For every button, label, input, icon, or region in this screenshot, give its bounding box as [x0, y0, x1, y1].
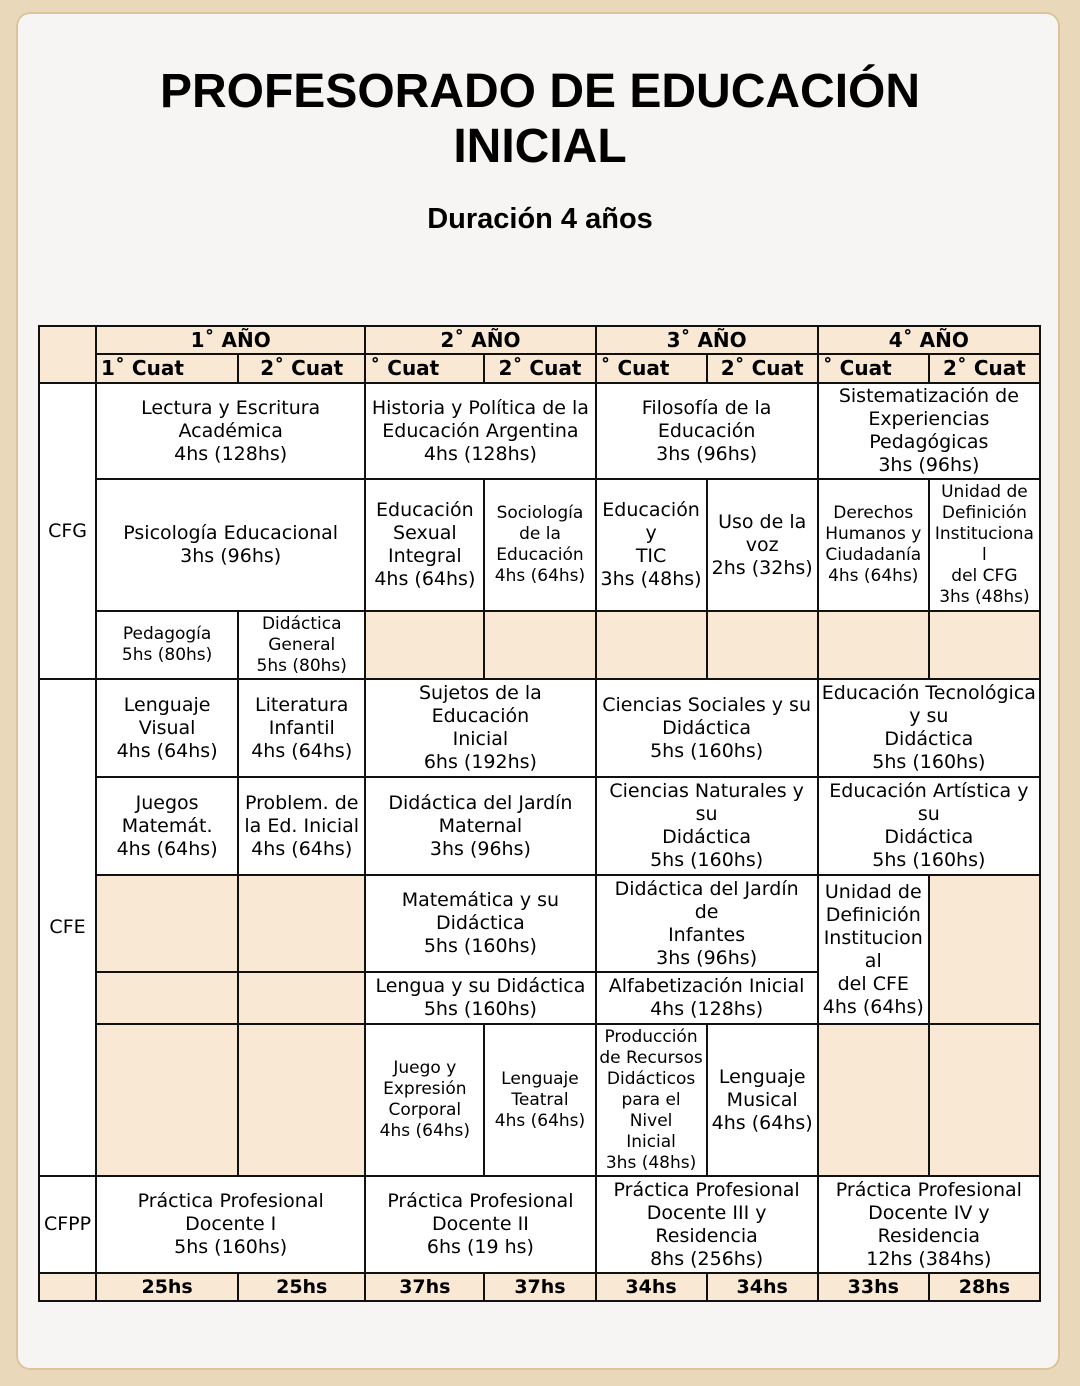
table-row — [39, 1176, 1040, 1273]
subject-cell: Literatura Infantil 4hs (64hs) — [238, 679, 365, 777]
year-header: 1˚ AÑO — [96, 326, 365, 354]
subject-cell: Educación Sexual Integral 4hs (64hs) — [365, 479, 484, 611]
subject-cell: Producción de Recursos Didácticos para el Nivel Inicial 3hs (48hs) — [596, 1024, 707, 1176]
subject-cell: Didáctica del Jardín Maternal 3hs (96hs) — [365, 777, 595, 875]
subject-cell: Unidad de Definición Instituciona l del CFG 3hs (48hs) — [929, 479, 1040, 611]
subject-cell: Uso de la voz 2hs (32hs) — [707, 479, 818, 611]
subject-cell: Didáctica General 5hs (80hs) — [238, 611, 365, 679]
table-row — [39, 777, 1040, 875]
total-hours: 37hs — [365, 1273, 484, 1301]
subject-cell: Sujetos de la Educación Inicial 6hs (192hs) — [365, 679, 595, 777]
total-hours: 33hs — [818, 1273, 929, 1301]
table-row — [39, 1024, 1040, 1176]
table-row — [39, 383, 1040, 479]
year-header: 2˚ AÑO — [365, 326, 595, 354]
total-hours: 37hs — [484, 1273, 595, 1301]
subject-cell: Ciencias Sociales y su Didáctica 5hs (160hs) — [596, 679, 818, 777]
subject-cell: Lectura y Escritura Académica 4hs (128hs) — [96, 383, 365, 479]
cuat-header: ˚ Cuat — [365, 354, 484, 383]
cuat-header: 1˚ Cuat — [96, 354, 238, 383]
table-row — [39, 679, 1040, 777]
empty-cell — [929, 875, 1040, 1024]
empty-cell — [484, 611, 595, 679]
cuat-header: ˚ Cuat — [596, 354, 707, 383]
cuat-header: 2˚ Cuat — [707, 354, 818, 383]
subject-cell: Juegos Matemát. 4hs (64hs) — [96, 777, 238, 875]
subject-cell: Práctica Profesional Docente IV y Residencia 12hs (384hs) — [818, 1176, 1040, 1273]
subject-cell: Lenguaje Teatral 4hs (64hs) — [484, 1024, 595, 1176]
empty-cell — [238, 875, 365, 972]
corner-cell — [39, 326, 96, 383]
empty-cell — [238, 972, 365, 1024]
subject-cell: Lengua y su Didáctica 5hs (160hs) — [365, 972, 595, 1024]
cuat-header: ˚ Cuat — [818, 354, 929, 383]
table-row — [39, 875, 1040, 972]
empty-cell — [929, 611, 1040, 679]
page-title: PROFESORADO DE EDUCACIÓN INICIAL — [159, 65, 921, 173]
subject-cell: Lenguaje Musical 4hs (64hs) — [707, 1024, 818, 1176]
empty-cell — [96, 875, 238, 972]
subject-cell: Derechos Humanos y Ciudadanía 4hs (64hs) — [818, 479, 929, 611]
subject-cell: Educación Artística y su Didáctica 5hs (160hs) — [818, 777, 1040, 875]
subject-cell: Educación y TIC 3hs (48hs) — [596, 479, 707, 611]
total-hours: 28hs — [929, 1273, 1040, 1301]
subject-cell: Alfabetización Inicial 4hs (128hs) — [596, 972, 818, 1024]
subject-cell: Filosofía de la Educación 3hs (96hs) — [596, 383, 818, 479]
subject-cell: Historia y Política de la Educación Argentina 4hs (128hs) — [365, 383, 595, 479]
subject-cell: Problem. de la Ed. Inicial 4hs (64hs) — [238, 777, 365, 875]
table-row — [39, 611, 1040, 679]
curriculum-table — [38, 325, 1041, 1302]
subject-cell: Práctica Profesional Docente III y Residencia 8hs (256hs) — [596, 1176, 818, 1273]
subject-cell: Pedagogía 5hs (80hs) — [96, 611, 238, 679]
empty-cell — [96, 1024, 238, 1176]
subject-cell: Juego y Expresión Corporal 4hs (64hs) — [365, 1024, 484, 1176]
subject-cell: Práctica Profesional Docente I 5hs (160hs) — [96, 1176, 365, 1273]
subject-cell: Sociología de la Educación 4hs (64hs) — [484, 479, 595, 611]
area-label-cfe: CFE — [39, 679, 96, 1176]
total-hours: 25hs — [238, 1273, 365, 1301]
empty-cell — [929, 1024, 1040, 1176]
empty-cell — [365, 611, 484, 679]
subject-cell: Sistematización de Experiencias Pedagógicas 3hs (96hs) — [818, 383, 1040, 479]
subject-cell: Ciencias Naturales y su Didáctica 5hs (160hs) — [596, 777, 818, 875]
empty-cell — [707, 611, 818, 679]
subject-cell: Práctica Profesional Docente II 6hs (19 hs) — [365, 1176, 595, 1273]
subject-cell: Matemática y su Didáctica 5hs (160hs) — [365, 875, 595, 972]
cuat-header-row — [39, 354, 1040, 383]
empty-cell — [596, 611, 707, 679]
subject-cell: Lenguaje Visual 4hs (64hs) — [96, 679, 238, 777]
empty-cell — [818, 611, 929, 679]
year-header-row — [39, 326, 1040, 354]
total-hours: 34hs — [707, 1273, 818, 1301]
year-header: 3˚ AÑO — [596, 326, 818, 354]
area-label-cfg: CFG — [39, 383, 96, 679]
cuat-header: 2˚ Cuat — [484, 354, 595, 383]
area-label-cfpp: CFPP — [39, 1176, 96, 1273]
table-row — [39, 479, 1040, 611]
cuat-header: 2˚ Cuat — [238, 354, 365, 383]
subject-cell: Psicología Educacional 3hs (96hs) — [96, 479, 365, 611]
empty-cell — [96, 972, 238, 1024]
totals-corner-cell — [39, 1273, 96, 1301]
year-header: 4˚ AÑO — [818, 326, 1040, 354]
subject-cell: Educación Tecnológica y su Didáctica 5hs (160hs) — [818, 679, 1040, 777]
empty-cell — [238, 1024, 365, 1176]
totals-row — [39, 1273, 1040, 1301]
total-hours: 25hs — [96, 1273, 238, 1301]
subject-cell: Didáctica del Jardín de Infantes 3hs (96hs) — [596, 875, 818, 972]
page-subtitle: Duración 4 años — [427, 203, 653, 235]
cuat-header: 2˚ Cuat — [929, 354, 1040, 383]
total-hours: 34hs — [596, 1273, 707, 1301]
subject-cell: Unidad de Definición Institucion al del CFE 4hs (64hs) — [818, 875, 929, 1024]
empty-cell — [818, 1024, 929, 1176]
